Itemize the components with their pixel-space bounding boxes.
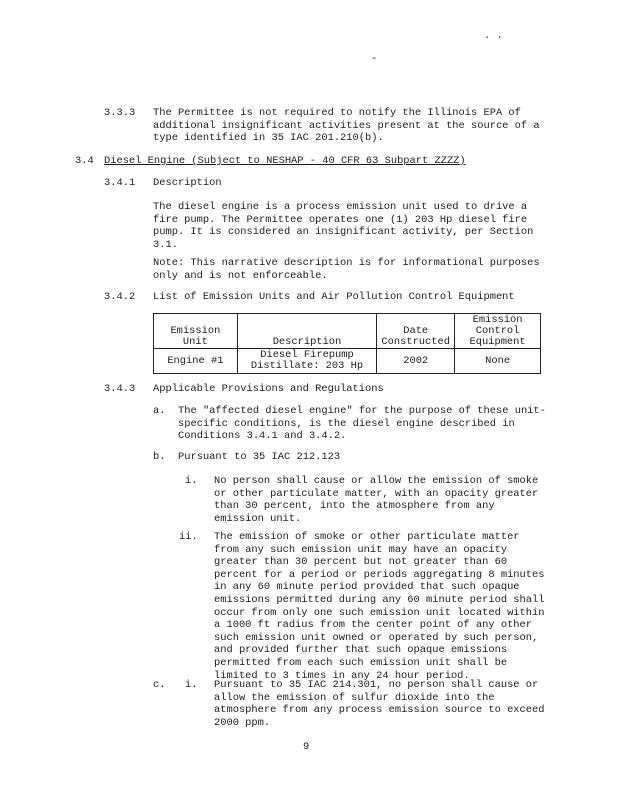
table-header-row [154, 314, 541, 349]
text-line: 3.1. [153, 238, 178, 251]
item-b-i-text [214, 475, 538, 525]
header-date-constructed [377, 314, 455, 349]
item-b-label: b. [153, 451, 166, 463]
text-line: The "affected diesel engine" for the purpose of these unit- [178, 405, 546, 417]
item-a-label: a. [153, 405, 166, 417]
section-333-number: 3.3.3 [104, 107, 136, 119]
header-description [237, 314, 376, 349]
section-333-text [153, 107, 540, 145]
text-line: percent for a period or periods aggregating 8 minutes [214, 568, 545, 581]
text-line: or other particulate matter, with an opacity greater [214, 487, 539, 500]
text-line: emissions permitted during any 60 minute period shall [214, 593, 545, 606]
header-line: Emission [472, 314, 523, 326]
text-line: occur from only one such emission unit located within [214, 606, 545, 619]
text-line: Pursuant to 35 IAC 214.301, no person shall cause or [214, 679, 539, 691]
text-line: additional insignificant activities present at the source of a [153, 119, 540, 132]
header-line: Control [475, 325, 520, 337]
text-line: atmosphere from any process emission source to exceed [214, 704, 545, 717]
corner-mark: . . [484, 30, 503, 42]
text-line: The diesel engine is a process emission unit used to drive a [153, 201, 528, 213]
text-line: permitted from each such emission unit shall be [214, 656, 508, 669]
text-line: emission unit. [214, 512, 302, 525]
cell-unit: Engine #1 [154, 349, 238, 374]
description-paragraph [153, 201, 533, 251]
cell-date: 2002 [377, 349, 455, 374]
stray-mark: - [371, 53, 378, 65]
section-342-heading: List of Emission Units and Air Pollution Control Equipment [153, 291, 515, 303]
text-line: Note: This narrative description is for informational purposes [153, 257, 540, 269]
cell-control: None [455, 349, 541, 374]
section-34-number: 3.4 [75, 155, 94, 167]
text-line: 2000 ppm. [214, 716, 271, 729]
text-line: Conditions 3.4.1 and 3.4.2. [178, 430, 347, 443]
note-paragraph [153, 257, 540, 282]
item-b-ii-label: ii. [179, 531, 198, 543]
cell-line: Distillate: 203 Hp [250, 360, 364, 372]
text-line: pump. It is considered an insignificant activity, per Section [153, 226, 534, 239]
text-line: such emission unit owned or operated by such person, [214, 631, 539, 644]
section-343-heading: Applicable Provisions and Regulations [153, 383, 384, 395]
item-b-ii-text [214, 531, 544, 682]
emission-units-table [153, 313, 541, 374]
text-line: greater than 30 percent but not greater than 60 [214, 556, 508, 569]
text-line: fire pump. The Permittee operates one (1) 203 Hp diesel fire [153, 213, 528, 226]
header-line: Unit [182, 336, 208, 348]
header-line: Equipment [469, 336, 526, 348]
item-b-title: Pursuant to 35 IAC 212.123 [178, 451, 341, 463]
section-342-number: 3.4.2 [104, 291, 136, 303]
section-341-heading: Description [153, 177, 222, 189]
header-emission-unit [154, 314, 238, 349]
text-line: and provided further that such opaque emissions [214, 644, 508, 657]
item-c-label: c. [153, 679, 166, 691]
item-a-text [178, 405, 546, 443]
text-line: limited to 3 times in any 24 hour period. [214, 669, 470, 682]
text-line: from any such emission unit may have an opacity [214, 543, 508, 556]
page-number: 9 [303, 741, 310, 753]
header-control-equipment [455, 314, 541, 349]
text-line: allow the emission of sulfur dioxide into the [214, 691, 495, 704]
table-row [154, 349, 541, 374]
cell-line: Diesel Firepump [260, 349, 354, 361]
header-line: Emission [170, 325, 221, 337]
text-line: No person shall cause or allow the emission of smoke [214, 475, 539, 487]
header-line: Description [272, 336, 342, 348]
text-line: type identified in 35 IAC 201.210(b). [153, 132, 384, 145]
item-c-i-text [214, 679, 544, 729]
text-line: in any 60 minute period provided that such opaque [214, 581, 520, 594]
section-34-heading: Diesel Engine (Subject to NESHAP - 40 CFR 63 Subpart ZZZZ) [104, 155, 466, 167]
text-line: than 30 percent, into the atmosphere from any [214, 500, 495, 513]
text-line: The Permittee is not required to notify the Illinois EPA of [153, 107, 521, 119]
item-c-i-label: i. [185, 679, 198, 691]
item-b-i-label: i. [185, 475, 198, 487]
header-line: Constructed [381, 336, 450, 348]
text-line: only and is not enforceable. [153, 269, 328, 282]
section-341-number: 3.4.1 [104, 177, 136, 189]
header-line: Date [403, 325, 429, 337]
text-line: specific conditions, is the diesel engine described in [178, 417, 515, 430]
section-343-number: 3.4.3 [104, 383, 136, 395]
text-line: a 1000 ft radius from the center point of any other [214, 619, 533, 632]
cell-description [237, 349, 376, 374]
text-line: The emission of smoke or other particulate matter [214, 531, 520, 543]
